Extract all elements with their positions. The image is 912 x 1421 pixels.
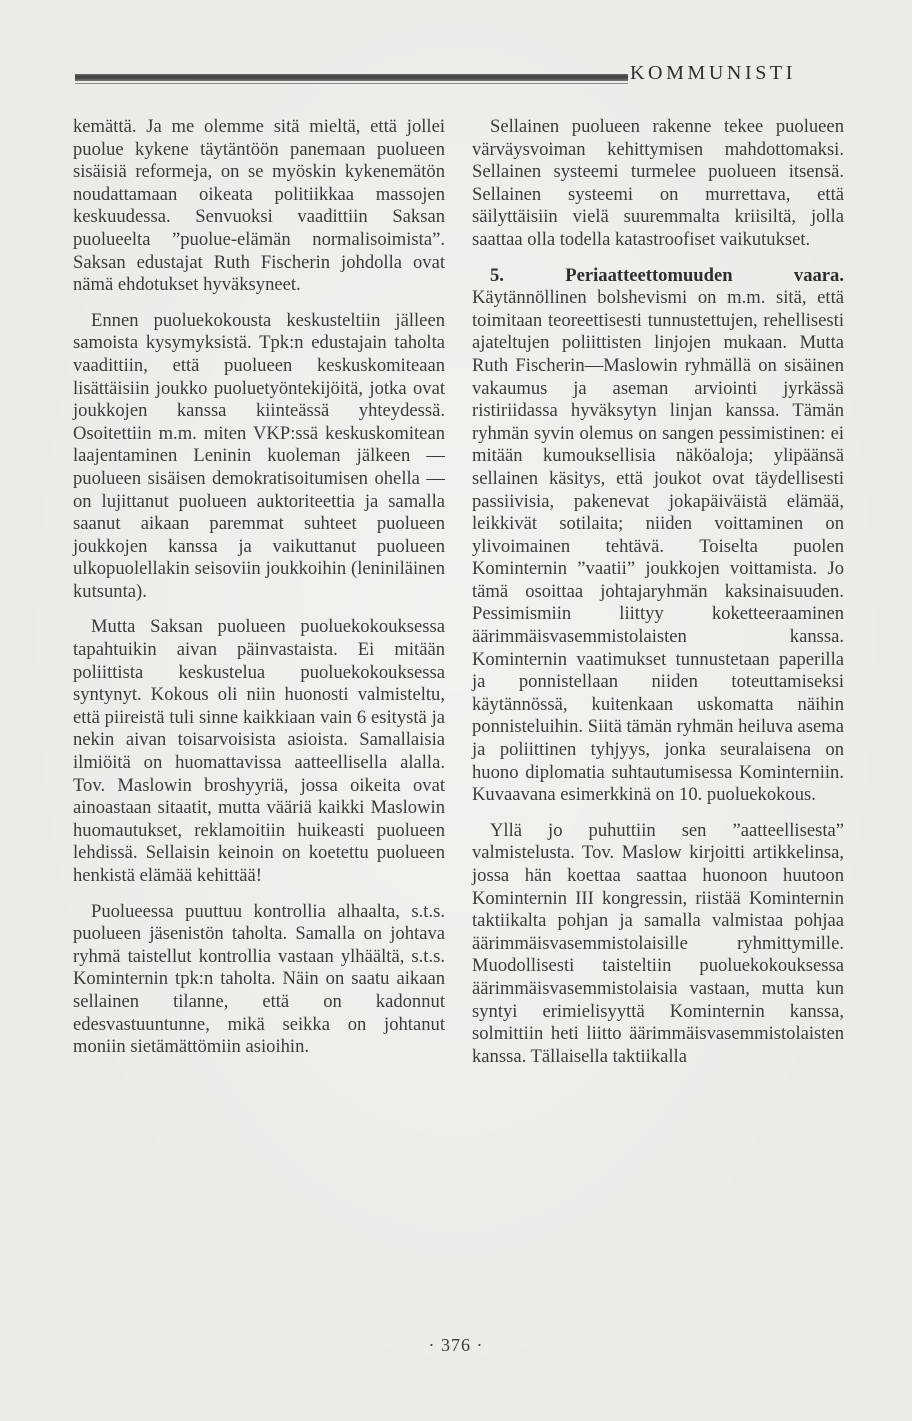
left-paragraph-2: Ennen puoluekokousta keskusteltiin jälleen samoista kysymyksistä. Tpk:n edustajain taholta vaadittiin, että puolueen keskuskomiteaan lisättäisiin joukko puoluetyöntekijöitä, jotka ovat joukkojen kanssa kiinteässä yhteydessä. Osoitettiin m.m. miten VKP:ssä keskuskomitean laajentaminen Leninin kuoleman jälkeen — puolueen sisäisen demokratisoitumisen ohella — on lujittanut puolueen auktoriteettia ja samalla saanut aikaan paremmat suhteet puolueen joukkojen kanssa ja vaikuttanut puolueen ulkopuolellakin seisoviin joukkoihin (leniniläinen kutsunta). — [73, 309, 445, 602]
right-paragraph-1: Sellainen puolueen rakenne tekee puolueen värväysvoiman kehittymisen mahdottomaksi. Sellainen systeemi turmelee puolueen itsensä. Sellainen systeemi on murrettava, että säilyttäisiin vielä suuremmalta kriisiltä, jolla saattaa olla todella katastroofiset vaikutukset. — [472, 116, 844, 250]
right-paragraph-3: Yllä jo puhuttiin sen ”aatteellisesta” valmistelusta. Tov. Maslow kirjoitti artikkelinsa, jossa hän koettaa saattaa huonoon huutoon Kominternin III kongressin, riistää Kominternin taktiikalta pohjan ja samalla valmistaa pohjaa äärimmäisvasemmistolaisille ryhmittymille. Muodollisesti taisteltiin puoluekokouksessa äärimmäisvasemmistolaisia vastaan, mutta kun syntyi erimielisyyttä Kominternin kanssa, solmittiin heti liitto äärimmäisvasemmistolaisten kanssa. Tällaisella taktiikalla — [472, 819, 844, 1067]
left-paragraph-3: Mutta Saksan puolueen puoluekokouksessa tapahtuikin aivan päinvastaista. Ei mitään poliittista keskustelua puoluekokouksessa syntynyt. Kokous oli niin huonosti valmisteltu, että piireistä tuli sinne kaikkiaan vain 6 esitystä ja nekin aivan toisarvoisista asioista. Samallaisia ilmiöitä on huomattavissa aatteellisella alalla. Tov. Maslowin broshyyriä, jossa oikeita ovat ainoastaan sitaatit, mutta vääriä kaikki Maslowin huomautukset, reklamoitiin huikeasti puolueen lehdissä. Sellaisin keinoin on koetettu puolueen henkistä elämää kehittää! — [73, 616, 445, 886]
header-rule — [75, 74, 628, 81]
right-paragraph-2-body: Käytännöllinen bolshevismi on m.m. sitä, että toimitaan teoreettisesti tunnustettujen, rehellisesti ajateltujen poliittisten linjojen mukaan. Mutta Ruth Fischerin—Maslowin ryhmällä on sisäinen vakaumus ja aseman arviointi jyrkässä ristiriidassa hyväksytyn linjan kanssa. Tämän ryhmän syvin olemus on sangen pessimistinen: ei mitään kumouksellisia näköaloja; ylipäänsä sellainen käsitys, että joukot ovat täydellisesti passiivisia, pakenevat jokapäiväistä elämää, leikkivät sotilaita; niiden voittaminen on ylivoimainen tehtävä. Toiselta puolen Kominternin ”vaatii” joukkojen voittamista. Jo tämä osoittaa johtajaryhmän kaksinaisuuden. Pessimismiin liittyy koketteeraaminen äärimmäisvasemmistolaisten kanssa. Kominternin vaatimukset tunnustetaan paperilla ja ponnistellaan niiden toteuttamiseksi käytännössä, kuitenkaan uskomatta näihin ponnisteluihin. Siitä tämän ryhmän heiluva asema ja poliittinen tyhjyys, jonka seuralaisena on huono diplomatia suhtautumisessa Kominterniin. Kuvaavana esimerkkinä on 10. puoluekokous. — [472, 287, 844, 806]
publication-title: KOMMUNISTI — [630, 62, 796, 84]
right-paragraph-2 — [472, 265, 844, 807]
page-number: · 376 · — [428, 1335, 484, 1355]
section-heading: 5. Periaatteettomuuden vaara. — [490, 264, 844, 286]
left-paragraph-4: Puolueessa puuttuu kontrollia alhaalta, s.t.s. puolueen jäsenistön taholta. Samalla on johtava ryhmä taistellut kontrollia vastaan ylhäältä, s.t.s. Kominternin tpk:n taholta. Näin on saatu aikaan sellainen tilanne, että on kadonnut edesvastuuntunne, mikä seikka on johtanut moniin sietämättömiin asioihin. — [73, 900, 445, 1058]
right-column — [472, 116, 844, 1081]
left-column — [73, 116, 445, 1072]
left-paragraph-1: kemättä. Ja me olemme sitä mieltä, että jollei puolue kykene täytäntöön panemaan puolueen sisäisiä reformeja, on se myöskin kykenemätön noudattamaan oikeata politiikkaa massojen keskuudessa. Senvuoksi vaadittiin Saksan puolueelta ”puolue-elämän normalisoimista”. Saksan edustajat Ruth Fischerin johdolla ovat nämä ehdotukset hyväksyneet. — [73, 116, 445, 296]
